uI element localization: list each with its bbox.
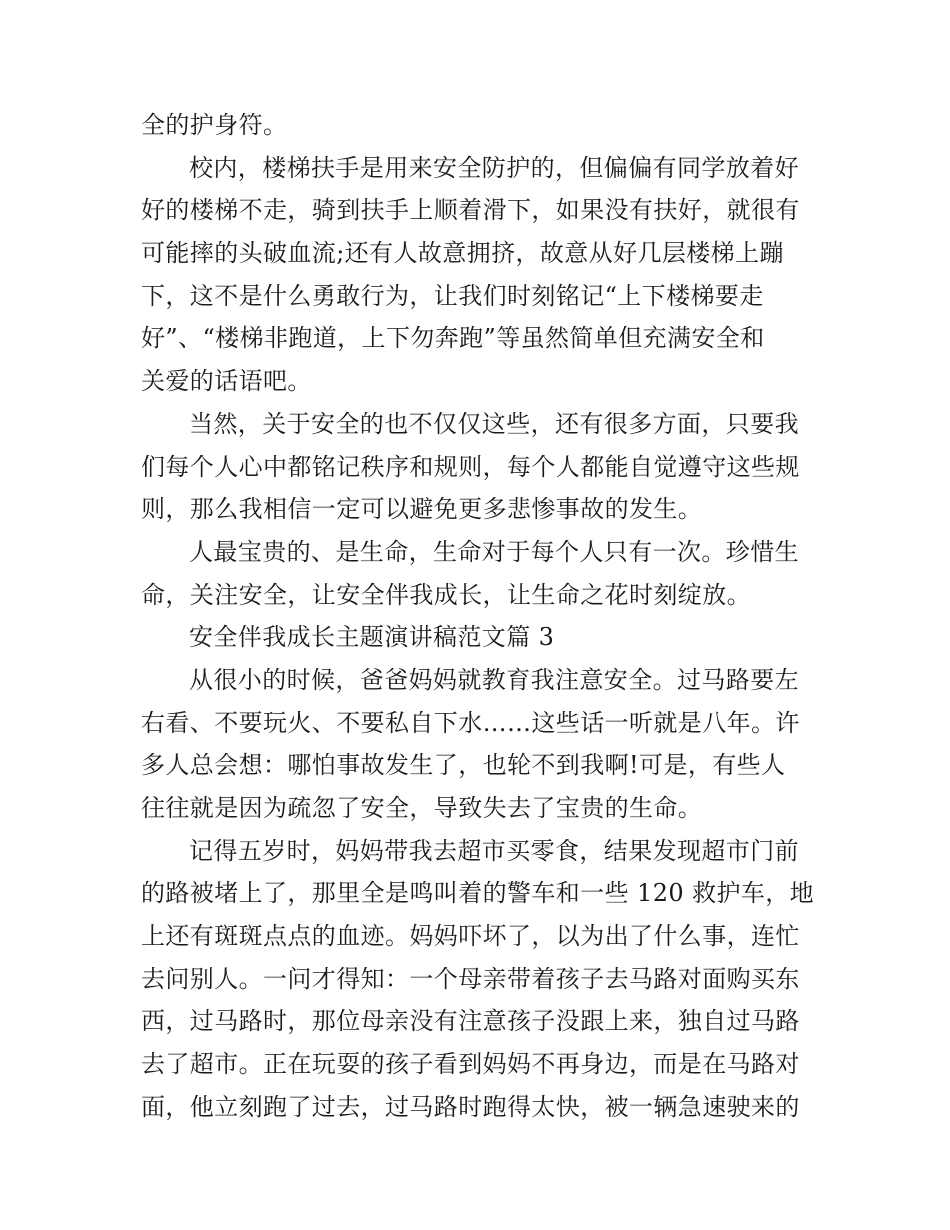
text-line: 当然，关于安全的也不仅仅这些，还有很多方面，只要我 xyxy=(189,409,799,438)
text-line: 人最宝贵的、是生命，生命对于每个人只有一次。珍惜生 xyxy=(189,537,799,566)
text-line: 记得五岁时，妈妈带我去超市买零食，结果发现超市门前 xyxy=(189,836,799,865)
text-line: 从很小的时候，爸爸妈妈就教育我注意安全。过马路要左 xyxy=(189,665,799,694)
document-body xyxy=(141,104,813,1129)
text-line: 全的护身符。 xyxy=(141,111,288,139)
text-line: 面，他立刻跑了过去，过马路时跑得太快，被一辆急速驶来的 xyxy=(141,1092,800,1121)
text-line: 安全伴我成长主题演讲稿范文篇 3 xyxy=(189,623,555,652)
text-line: 命，关注安全，让安全伴我成长，让生命之花时刻绽放。 xyxy=(141,580,751,609)
text-line: 右看、不要玩火、不要私自下水……这些话一听就是八年。许 xyxy=(141,708,800,737)
text-line: 可能摔的头破血流;还有人故意拥挤，故意从好几层楼梯上蹦 xyxy=(141,239,784,268)
text-line: 去了超市。正在玩耍的孩子看到妈妈不再身边，而是在马路对 xyxy=(141,1050,800,1079)
text-line: 去问别人。一问才得知：一个母亲带着孩子去马路对面购买东 xyxy=(141,964,800,993)
text-line: 好的楼梯不走，骑到扶手上顺着滑下，如果没有扶好，就很有 xyxy=(141,196,800,225)
text-line: 好”、“楼梯非跑道，上下勿奔跑”等虽然简单但充满安全和 xyxy=(141,324,765,353)
text-line: 西，过马路时，那位母亲没有注意孩子没跟上来，独自过马路 xyxy=(141,1007,800,1036)
text-line: 下，这不是什么勇敢行为，让我们时刻铭记“上下楼梯要走 xyxy=(141,281,764,310)
text-line: 们每个人心中都铭记秩序和规则，每个人都能自觉遵守这些规 xyxy=(141,452,800,481)
text-line: 的路被堵上了，那里全是鸣叫着的警车和一些 120 救护车，地 xyxy=(141,879,815,908)
text-line: 往往就是因为疏忽了安全，导致失去了宝贵的生命。 xyxy=(141,794,703,822)
text-line: 则，那么我相信一定可以避免更多悲惨事故的发生。 xyxy=(141,495,703,524)
text-line: 校内，楼梯扶手是用来安全防护的，但偏偏有同学放着好 xyxy=(189,153,799,182)
text-line: 关爱的话语吧。 xyxy=(141,367,312,396)
text-line: 多人总会想：哪怕事故发生了，也轮不到我啊!可是，有些人 xyxy=(141,751,786,780)
text-line: 上还有斑斑点点的血迹。妈妈吓坏了，以为出了什么事，连忙 xyxy=(141,922,800,951)
